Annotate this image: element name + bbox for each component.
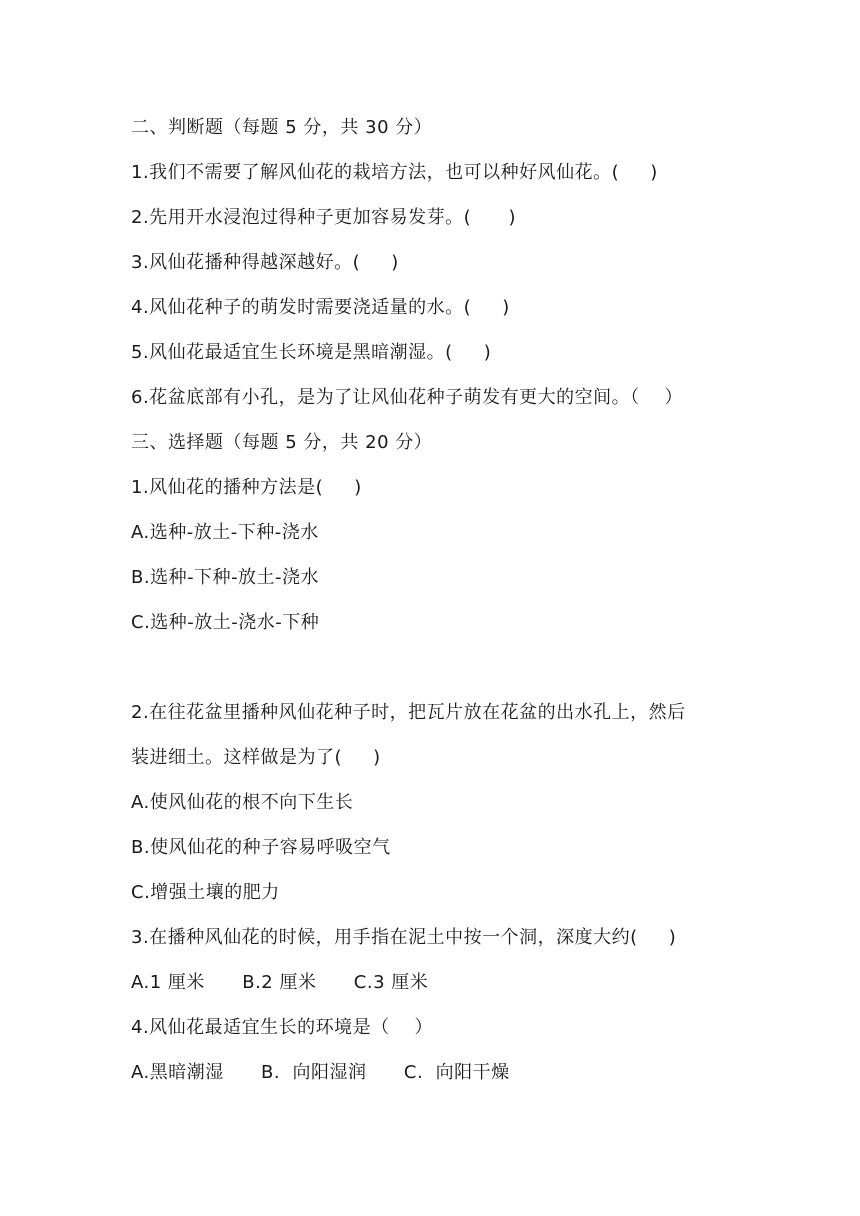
choice-question-2-line2: 装进细土。这样做是为了( ) [131,747,381,768]
section2-heading: 二、判断题（每题 5 分，共 30 分） [131,117,433,138]
judgment-item-6: 6.花盆底部有小孔，是为了让风仙花种子萌发有更大的空间。（ ） [131,387,684,408]
choice-question-1: 1.风仙花的播种方法是( ) [131,477,362,498]
q1-option-c: C.选种-放土-浇水-下种 [131,612,320,633]
choice-question-2-line1: 2.在往花盆里播种风仙花种子时，把瓦片放在花盆的出水孔上，然后 [131,702,686,723]
judgment-item-2: 2.先用开水浸泡过得种子更加容易发芽。( ) [131,207,517,228]
q4-options: A.黑暗潮湿 B. 向阳湿润 C. 向阳干燥 [131,1062,510,1083]
q3-options: A.1 厘米 B.2 厘米 C.3 厘米 [131,972,429,993]
q2-option-c: C.增强土壤的肥力 [131,882,280,903]
section3-heading: 三、选择题（每题 5 分，共 20 分） [131,432,433,453]
q2-option-b: B.使风仙花的种子容易呼吸空气 [131,837,391,858]
q1-option-b: B.选种-下种-放土-浇水 [131,567,320,588]
q2-option-a: A.使风仙花的根不向下生长 [131,792,354,813]
judgment-item-4: 4.风仙花种子的萌发时需要浇适量的水。( ) [131,297,510,318]
judgment-item-3: 3.风仙花播种得越深越好。( ) [131,252,399,273]
choice-question-3: 3.在播种风仙花的时候，用手指在泥土中按一个洞，深度大约( ) [131,927,677,948]
q1-option-a: A.选种-放土-下种-浇水 [131,522,319,543]
judgment-item-5: 5.风仙花最适宜生长环境是黑暗潮湿。( ) [131,342,492,363]
choice-question-4: 4.风仙花最适宜生长的环境是（ ） [131,1017,434,1038]
judgment-item-1: 1.我们不需要了解风仙花的栽培方法，也可以种好风仙花。( ) [131,162,658,183]
